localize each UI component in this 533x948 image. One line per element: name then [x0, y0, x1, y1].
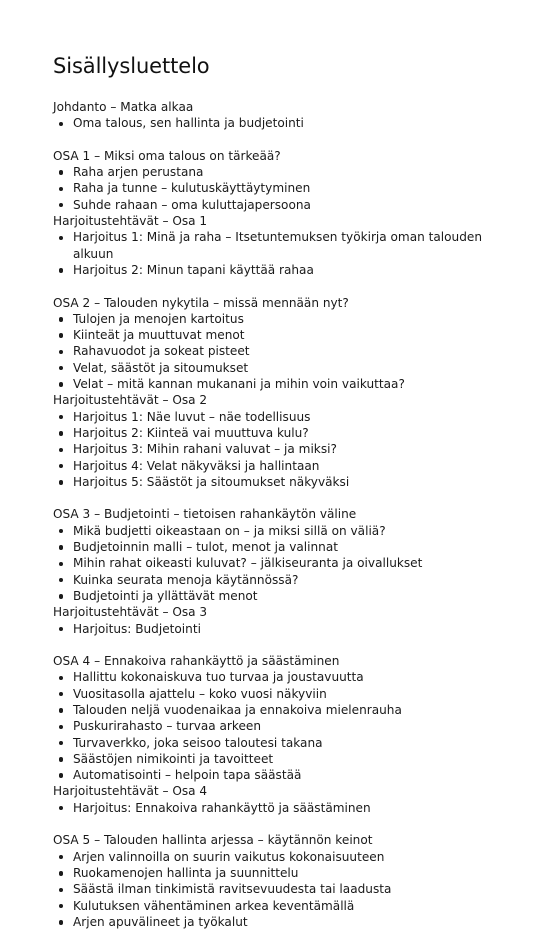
- list-item: Harjoitus 1: Näe luvut – näe todellisuus: [73, 409, 513, 425]
- list-item: Rahavuodot ja sokeat pisteet: [73, 343, 513, 359]
- section-title: OSA 4 – Ennakoiva rahankäyttö ja säästäminen: [53, 654, 340, 669]
- list-item: Arjen apuvälineet ja työkalut: [73, 914, 513, 930]
- list-item: Säästä ilman tinkimistä ravitsevuudesta tai laadusta: [73, 881, 513, 897]
- list-item: Puskurirahasto – turvaa arkeen: [73, 718, 513, 734]
- section-item-list: [53, 311, 513, 392]
- list-item: Velat, säästöt ja sitoumukset: [73, 360, 513, 376]
- section-title: OSA 2 – Talouden nykytila – missä mennään nyt?: [53, 295, 349, 310]
- section-title: OSA 3 – Budjetointi – tietoisen rahankäytön väline: [53, 507, 357, 522]
- toc-section-part-4: [53, 653, 513, 816]
- list-item: Harjoitus 5: Säästöt ja sitoumukset näkyväksi: [73, 474, 513, 490]
- exercise-list: [53, 409, 513, 490]
- list-item: Mikä budjetti oikeastaan on – ja miksi sillä on väliä?: [73, 523, 513, 539]
- list-item: Mihin rahat oikeasti kuluvat? – jälkiseuranta ja oivallukset: [73, 555, 513, 571]
- list-item: Harjoitus 2: Minun tapani käyttää rahaa: [73, 262, 513, 278]
- section-item-list: [53, 849, 513, 930]
- list-item: Talouden neljä vuodenaikaa ja ennakoiva mielenrauha: [73, 702, 513, 718]
- toc-section-part-5: [53, 832, 513, 930]
- exercise-list: [53, 800, 513, 816]
- toc-heading: Sisällysluettelo: [53, 54, 210, 78]
- list-item: Turvaverkko, joka seisoo taloutesi takana: [73, 735, 513, 751]
- list-item: Harjoitus 2: Kiinteä vai muuttuva kulu?: [73, 425, 513, 441]
- list-item: Raha arjen perustana: [73, 164, 513, 180]
- exercise-list: [53, 229, 513, 278]
- exercises-title: Harjoitustehtävät – Osa 2: [53, 393, 208, 408]
- list-item: Ruokamenojen hallinta ja suunnittelu: [73, 865, 513, 881]
- list-item: Kiinteät ja muuttuvat menot: [73, 327, 513, 343]
- toc-section-part-3: [53, 506, 513, 636]
- list-item: Raha ja tunne – kulutuskäyttäytyminen: [73, 180, 513, 196]
- list-item: Automatisointi – helpoin tapa säästää: [73, 767, 513, 783]
- section-title: OSA 1 – Miksi oma talous on tärkeää?: [53, 148, 281, 163]
- list-item: Kuinka seurata menoja käytännössä?: [73, 572, 513, 588]
- section-item-list: [53, 115, 513, 131]
- list-item: Budjetoinnin malli – tulot, menot ja valinnat: [73, 539, 513, 555]
- toc-section-part-1: [53, 148, 513, 278]
- list-item: Harjoitus 4: Velat näkyväksi ja hallintaan: [73, 458, 513, 474]
- list-item: Suhde rahaan – oma kuluttajapersoona: [73, 197, 513, 213]
- exercises-title: Harjoitustehtävät – Osa 4: [53, 784, 208, 799]
- list-item: Oma talous, sen hallinta ja budjetointi: [73, 115, 513, 131]
- list-item: Kulutuksen vähentäminen arkea keventämällä: [73, 898, 513, 914]
- section-item-list: [53, 164, 513, 213]
- section-item-list: [53, 669, 513, 783]
- exercises-title: Harjoitustehtävät – Osa 1: [53, 214, 208, 229]
- list-item: Harjoitus 1: Minä ja raha – Itsetuntemuksen työkirja oman talouden alkuun: [73, 229, 513, 262]
- section-title: Johdanto – Matka alkaa: [53, 100, 194, 114]
- list-item: Harjoitus 3: Mihin rahani valuvat – ja miksi?: [73, 441, 513, 457]
- list-item: Harjoitus: Ennakoiva rahankäyttö ja säästäminen: [73, 800, 513, 816]
- toc-section-part-2: [53, 295, 513, 491]
- exercise-list: [53, 621, 513, 637]
- list-item: Vuositasolla ajattelu – koko vuosi näkyviin: [73, 686, 513, 702]
- list-item: Velat – mitä kannan mukanani ja mihin voin vaikuttaa?: [73, 376, 513, 392]
- toc-section-intro: [53, 99, 513, 132]
- list-item: Hallittu kokonaiskuva tuo turvaa ja joustavuutta: [73, 669, 513, 685]
- table-of-contents: [53, 99, 513, 930]
- list-item: Arjen valinnoilla on suurin vaikutus kokonaisuuteen: [73, 849, 513, 865]
- exercises-title: Harjoitustehtävät – Osa 3: [53, 605, 208, 620]
- section-title: OSA 5 – Talouden hallinta arjessa – käytännön keinot: [53, 833, 373, 848]
- list-item: Budjetointi ja yllättävät menot: [73, 588, 513, 604]
- section-item-list: [53, 523, 513, 604]
- list-item: Tulojen ja menojen kartoitus: [73, 311, 513, 327]
- list-item: Säästöjen nimikointi ja tavoitteet: [73, 751, 513, 767]
- list-item: Harjoitus: Budjetointi: [73, 621, 513, 637]
